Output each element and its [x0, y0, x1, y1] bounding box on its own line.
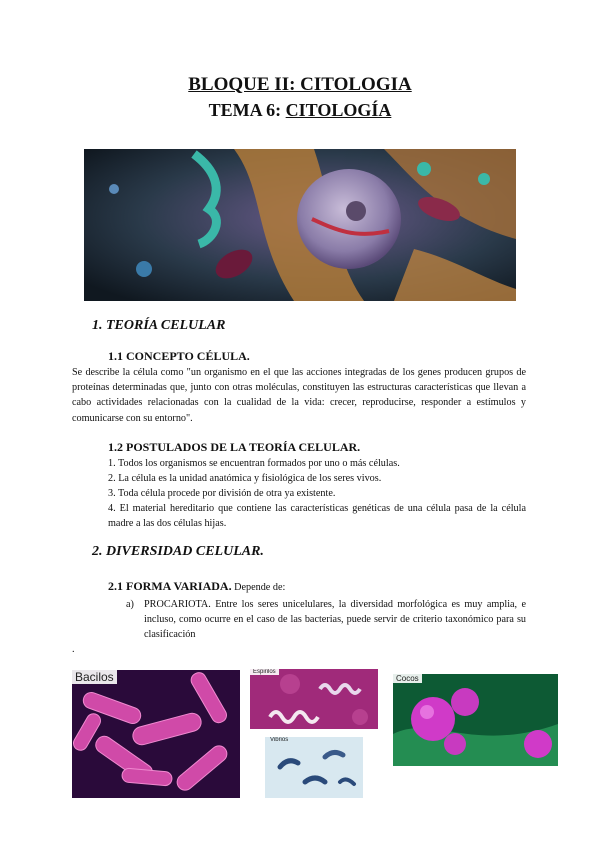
- subsection-1-2-title: 1.2 POSTULADOS DE LA TEORÍA CELULAR.: [108, 440, 361, 454]
- espirilos-label: Espirilos: [250, 669, 279, 675]
- section-1-title: 1. TEORÍA CELULAR: [92, 318, 226, 333]
- subsection-2-1-title: 2.1 FORMA VARIADA.: [108, 579, 232, 593]
- concepto-celula-text: Se describe la célula como "un organismo en el que las acciones integradas de los genes producen grupos de proteínas determinadas que, junto con otras moléculas, constituyen las estructuras características que llevan a cabo actividades relacionadas con la cualidad de la vida: crecer, reproducirse, responder a estímulos y comunicarse con su entorno".: [72, 367, 526, 424]
- cocos-image: [393, 674, 558, 766]
- espirilos-image: [250, 669, 378, 729]
- stray-dot: .: [72, 644, 75, 655]
- postulado-4: 4. El material hereditario que contiene las características genéticas de una célula pasa de la célula madre a las dos células hijas.: [108, 503, 526, 530]
- vibrios-label: Vibrios: [270, 737, 289, 743]
- subsection-2-1-after: Depende de:: [231, 582, 286, 593]
- tema-prefix: TEMA 6:: [208, 100, 286, 120]
- subsection-2-1: [108, 579, 285, 594]
- section-2-title: 2. DIVERSIDAD CELULAR.: [92, 544, 264, 559]
- block-title: BLOQUE II: CITOLOGIA: [188, 74, 412, 95]
- postulado-2: 2. La célula es la unidad anatómica y fisiológica de los seres vivos.: [108, 473, 382, 484]
- postulado-1: 1. Todos los organismos se encuentran formados por uno o más células.: [108, 458, 400, 469]
- tema-title: [0, 100, 600, 121]
- subsection-1-1-title: 1.1 CONCEPTO CÉLULA.: [108, 349, 250, 363]
- postulado-3: 3. Toda célula procede por división de otra ya existente.: [108, 488, 336, 499]
- cocos-label: Cocos: [393, 674, 422, 683]
- item-a-text: PROCARIOTA. Entre los seres unicelulares, la diversidad morfológica es muy amplia, e incluso, como ocurre en el caso de las bacterias, puede servir de criterio taxonómico para su clasificación: [144, 599, 526, 641]
- bacilos-image: [72, 670, 240, 798]
- item-a-marker: a): [126, 599, 134, 610]
- tema-name: CITOLOGÍA: [285, 100, 392, 120]
- cell-illustration: [84, 149, 516, 301]
- bacilos-label: Bacilos: [72, 670, 117, 684]
- vibrios-image: [265, 737, 363, 798]
